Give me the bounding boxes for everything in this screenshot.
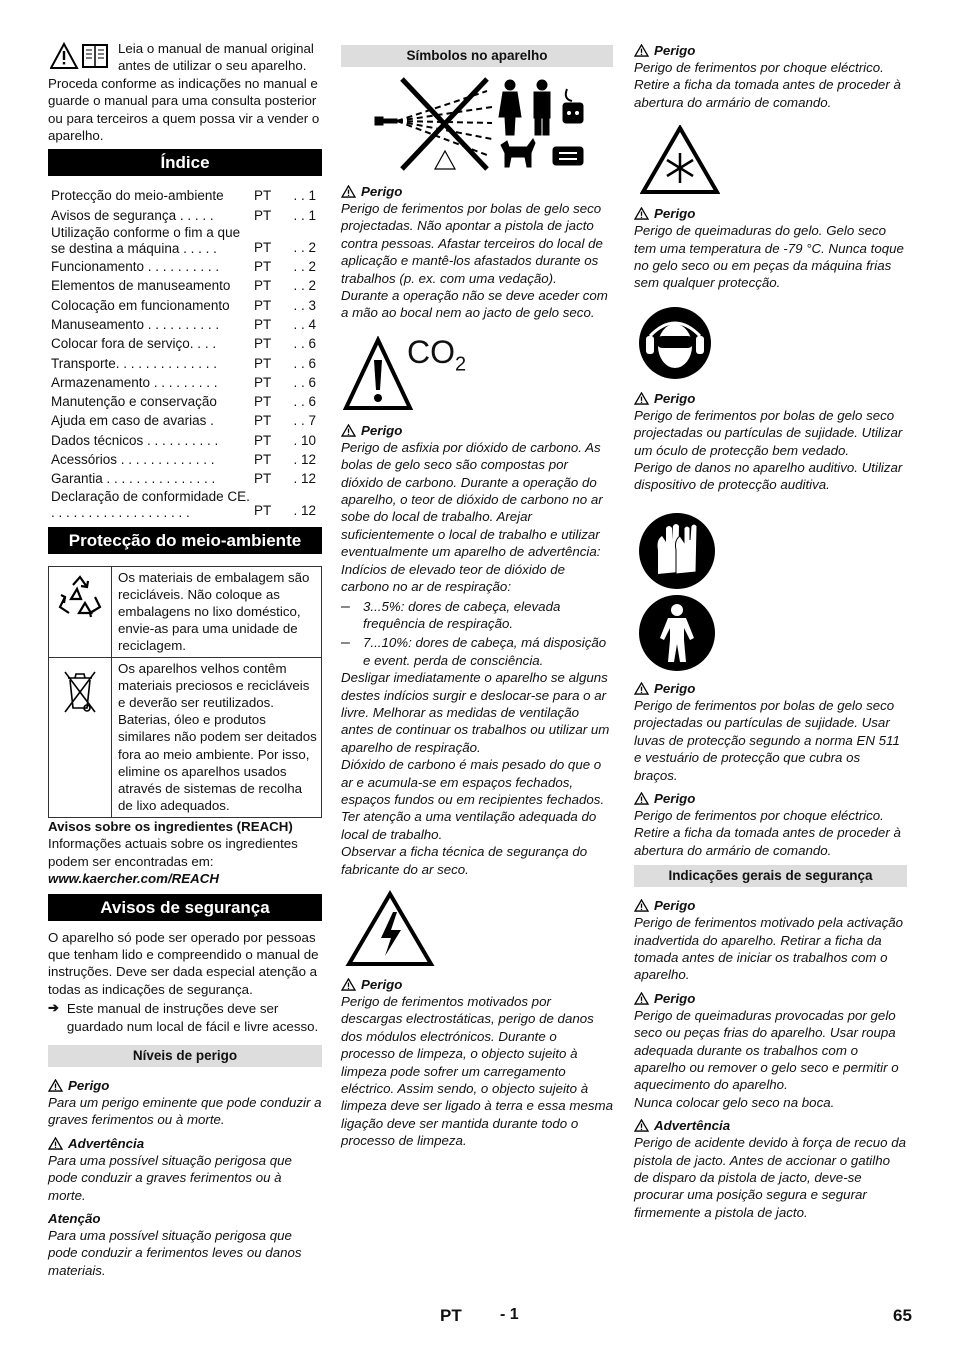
nozzle-access-warning: Durante a operação não se deve aceder com a mão ao bocal nem ao jacto de gelo seco.: [341, 288, 608, 321]
reach-text: Informações actuais sobre os ingredientes podem ser encontradas em:: [48, 836, 298, 869]
toc-entry-lang: PT: [254, 297, 272, 313]
general-warning-icon: [343, 336, 413, 412]
toc-entry[interactable]: [48, 469, 322, 488]
toc-entry[interactable]: [48, 276, 322, 295]
toc-entry[interactable]: [48, 186, 322, 205]
high-voltage-icon: [345, 890, 435, 968]
toc-entry[interactable]: [48, 225, 322, 257]
toc-entry[interactable]: [48, 296, 322, 315]
toc-entry-title: Colocar fora de serviço. . . .: [51, 336, 217, 352]
toc-entry-title: Ajuda em caso de avarias .: [51, 413, 214, 429]
warning-triangle-icon: [634, 899, 649, 912]
footer-page-marker: - 1: [500, 1306, 519, 1323]
toc-entry-page: . . 2: [293, 259, 316, 275]
toc-entry[interactable]: [48, 206, 322, 225]
danger-label: Perigo: [654, 390, 696, 406]
toc-entry-page: . . 6: [293, 355, 316, 371]
accidental-activation-warning: Perigo de ferimentos motivado pela activação inadvertida do aparelho. Retirar a ficha da tomada antes de iniciar os trabalhos com o aparelho.: [634, 915, 904, 983]
datasheet-text: Observar a ficha técnica de segurança do fabricante do ar seco.: [341, 844, 588, 877]
toc-entry-page: . . 6: [293, 394, 316, 410]
warning-triangle-icon: [634, 992, 649, 1005]
co2-symptom-item: – 7...10%: dores de cabeça, má disposição e event. perda de consciência.: [341, 634, 607, 668]
toc-entry-lang: PT: [254, 259, 272, 275]
safety-bullet-text: Este manual de instruções deve ser guardado num local de fácil e livre acesso.: [66, 1001, 319, 1034]
toc-entry-title: Elementos de manuseamento: [51, 278, 231, 294]
toc-entry-lang: PT: [254, 355, 272, 371]
safety-bullet: [48, 1000, 322, 1035]
warning-triangle-icon: [634, 1119, 649, 1132]
recoil-warning: Perigo de acidente devido à força de recuo da pistola de jacto. Antes de accionar o gatilho de disparo da pistola de jacto, deve-se procurar uma posição segura e segurar firmemente a pistola de jacto.: [634, 1135, 907, 1220]
toc-entry-page: . . 7: [293, 413, 316, 429]
warning-triangle-icon: [634, 792, 649, 805]
level-label: Advertência: [68, 1135, 145, 1151]
mouth-warning: Nunca colocar gelo seco na boca.: [634, 1094, 835, 1110]
danger-label: Perigo: [361, 977, 403, 992]
toc-entry-lang: PT: [254, 278, 272, 294]
danger-levels-heading: Níveis de perigo: [48, 1045, 322, 1067]
manual-warning-icon: [50, 42, 112, 72]
column-1: [48, 40, 322, 1279]
level-text: Para uma possível situação perigosa que pode conduzir a ferimentos leves ou danos materiais.: [48, 1228, 302, 1278]
toc-entry-title: Manutenção e conservação: [51, 394, 217, 410]
toc-entry-lang: PT: [254, 452, 272, 467]
toc-entry-lang: PT: [254, 188, 272, 204]
toc-entry-title: Armazenamento . . . . . . . . .: [51, 374, 218, 390]
co2-subscript: 2: [455, 353, 467, 376]
toc-entry[interactable]: [48, 431, 322, 450]
danger-label: Perigo: [654, 206, 696, 222]
toc-entry[interactable]: [48, 315, 322, 334]
toc-entry-title: Acessórios . . . . . . . . . . . . .: [51, 452, 215, 467]
toc-entry[interactable]: [48, 392, 322, 411]
crossed-bin-icon: [55, 664, 105, 720]
danger-label: Perigo: [654, 898, 696, 914]
gloves-icon: [638, 512, 716, 590]
toc-entry-lang: PT: [254, 374, 272, 390]
ventilation-text: Ter atenção a uma ventilação adequada do local de trabalho.: [341, 809, 597, 842]
column-3: [634, 40, 907, 1221]
toc-entry-page: . . 3: [293, 297, 316, 313]
toc-entry-page: . . 4: [293, 316, 316, 332]
danger-level: [48, 1135, 322, 1204]
toc-entry-lang: PT: [254, 471, 272, 487]
toc-entry-title: Transporte. . . . . . . . . . . . . .: [51, 355, 218, 371]
environment-heading: Protecção do meio-ambiente: [48, 527, 322, 554]
old-devices-text: Os aparelhos velhos contêm materiais preciosos e recicláveis e deverão ser reutilizados. Baterias, óleo e produtos similares não podem ser deitados fora ao meio ambiente. Por isso, elimine os aparelhos usados através de sistemas de recolha de lixo adequados.: [112, 658, 322, 818]
warning-triangle-icon: [634, 392, 649, 405]
toc-entry-page: . 12: [293, 503, 316, 519]
safety-heading: Avisos de segurança: [48, 894, 322, 921]
warning-triangle-icon: [341, 424, 356, 437]
electric-shock-warning-2: Perigo de ferimentos por choque eléctrico. Retire a ficha da tomada antes de proceder à abertura do armário de comando.: [634, 807, 901, 858]
danger-label: Perigo: [361, 422, 403, 438]
frostbite-warning: Perigo de queimaduras do gelo. Gelo seco tem uma temperatura de -79 °C. Nunca toque no gelo seco ou em peças da máquina frias sem qualquer protecção.: [634, 223, 904, 291]
toc-entry-lang: PT: [254, 394, 272, 410]
footer-page-number: 65: [893, 1306, 912, 1325]
co2-symptom-item: – 3...5%: dores de cabeça, elevada frequência de respiração.: [341, 597, 561, 631]
footer-language: PT: [440, 1306, 462, 1325]
warning-label: Advertência: [654, 1118, 731, 1134]
warning-triangle-icon: [634, 682, 649, 695]
goggles-ear-protection-icon: [638, 306, 712, 380]
toc-entry-lang: PT: [254, 336, 272, 352]
toc-entry-page: . . 1: [293, 188, 316, 204]
co2-text: CO: [407, 333, 455, 370]
column-2: [341, 40, 613, 1150]
toc-entry[interactable]: [48, 257, 322, 276]
toc-entry-page: . . 6: [293, 336, 316, 352]
protective-suit-icon: [638, 594, 716, 672]
toc-entry-title: Manuseamento . . . . . . . . . .: [51, 316, 220, 332]
toc-entry-page: . 12: [293, 452, 316, 467]
co2-action-text: Desligar imediatamente o aparelho se alguns destes indícios surgir e deslocar-se para o ar livre. Melhorar as medidas de ventilação antes de continuar os trabalhos ou utilizar um aparelho de respiração.: [341, 670, 610, 755]
toc-entry-page: . 12: [293, 471, 316, 487]
toc-entry-page: . . 2: [293, 239, 316, 255]
danger-level: [48, 1210, 322, 1279]
toc-entry-lang: PT: [254, 207, 272, 223]
toc-entry-title: Colocação em funcionamento: [51, 297, 230, 313]
danger-label: Perigo: [361, 184, 403, 199]
burn-warning: Perigo de queimaduras provocadas por gelo seco ou peças frias do aparelho. Usar roupa adequada durante os trabalhos com o aparelho ou remover o gelo seco e permitir o aquecimento do aparelho.: [634, 1007, 899, 1093]
no-spray-at-people-icon: [367, 77, 587, 177]
safety-intro: O aparelho só pode ser operado por pessoas que tenham lido e compreendido o manual de instruções. Deve ser dada especial atenção a todas as indicações de segurança.: [48, 929, 319, 997]
toc-entry-page: . . 1: [293, 207, 316, 223]
toc-entry-lang: PT: [254, 503, 272, 519]
reach-link[interactable]: www.kaercher.com/REACH: [48, 871, 219, 887]
warning-triangle-icon: [48, 1079, 63, 1092]
arrow-icon: ➔: [48, 1000, 59, 1016]
toc-entry-title: Utilização conforme o fim a que se destina a máquina . . . . .: [51, 225, 241, 257]
general-safety-heading: Indicações gerais de segurança: [634, 865, 907, 887]
warning-triangle-icon: [48, 1137, 63, 1150]
toc-entry[interactable]: [48, 354, 322, 373]
co2-heavy-text: Dióxido de carbono é mais pesado do que o ar e acumula-se em espaços fechados, espaços fundos ou em recipientes fechados.: [341, 757, 605, 807]
recycle-icon: [55, 573, 105, 623]
toc-entry-page: . . 6: [293, 374, 316, 390]
toc-entry-title: Declaração de conformidade CE. . . . . . . . . . . . . . . . . . . .: [51, 488, 250, 520]
table-of-contents: [48, 186, 322, 520]
toc-entry-lang: PT: [254, 413, 272, 429]
electrostatic-warning: Perigo de ferimentos motivados por descargas electrostáticas, perigo de danos dos módulos electrónicos. Durante o processo de limpeza, o objecto sujeito à limpeza pode sofrer um carregamento eléctrico. Assim sendo, o objecto sujeito à limpeza deve ser ligado à terra e essa mesma ligação deve ser mantida durante todo o processo de limpeza.: [341, 994, 613, 1149]
electric-shock-warning: Perigo de ferimentos por choque eléctrico. Retire a ficha da tomada antes de proceder à abertura do armário de comando.: [634, 60, 901, 110]
index-heading: Índice: [48, 149, 322, 176]
dry-ice-projectile-warning: Perigo de ferimentos por bolas de gelo seco projectadas. Não apontar a pistola de jacto contra pessoas. Afastar terceiros do local de aplicação e mantê-los afastados durante os trabalhos (p. ex. com uma vedação).: [341, 201, 603, 286]
packaging-recycle-text: Os materiais de embalagem são recicláveis. Não coloque as embalagens no lixo doméstico, envie-as para uma unidade de reciclagem.: [112, 566, 322, 657]
level-text: Para uma possível situação perigosa que pode conduzir a graves ferimentos ou à morte.: [48, 1152, 292, 1203]
environment-row: [49, 658, 322, 818]
toc-entry-title: Dados técnicos . . . . . . . . . .: [51, 432, 219, 448]
warning-triangle-icon: [341, 978, 356, 991]
co2-asphyxia-warning: Perigo de asfixia por dióxido de carbono. As bolas de gelo seco são compostas por dióxido de carbono. Durante a operação do aparelho, o teor de dióxido de carbono no ar sobe do local de trabalho. Arejar suficientemente o local de trabalho e utilizar eventualmente um aparelho de advertência: Indícios de elevado teor de dióxido de carbono no ar de respiração:: [341, 439, 603, 595]
warning-triangle-icon: [341, 185, 356, 198]
environment-table: [48, 566, 322, 818]
toc-entry-page: . . 2: [293, 278, 316, 294]
level-label: Perigo: [68, 1077, 110, 1093]
symbols-heading: Símbolos no aparelho: [341, 45, 613, 67]
toc-entry-title: Garantia . . . . . . . . . . . . . . .: [51, 471, 216, 487]
toc-entry-title: Protecção do meio-ambiente: [51, 188, 224, 204]
danger-level: [48, 1077, 322, 1129]
toc-entry[interactable]: [48, 334, 322, 353]
toc-entry-title: Funcionamento . . . . . . . . . .: [51, 259, 220, 275]
toc-entry[interactable]: [48, 489, 322, 521]
toc-entry[interactable]: [48, 411, 322, 430]
co2-warning-symbol: [341, 334, 613, 414]
level-text: Para um perigo eminente que pode conduzir a graves ferimentos ou à morte.: [48, 1094, 322, 1128]
toc-entry-lang: PT: [254, 316, 272, 332]
warning-triangle-icon: [634, 44, 649, 57]
danger-label: Perigo: [654, 990, 696, 1006]
danger-label: Perigo: [654, 680, 696, 696]
intro: [48, 40, 322, 144]
hearing-protection-warning: Perigo de danos no aparelho auditivo. Utilizar dispositivo de protecção auditiva.: [634, 460, 903, 493]
frost-warning-icon: [640, 125, 720, 195]
level-label: Atenção: [48, 1211, 101, 1226]
toc-entry-title: Avisos de segurança . . . . .: [51, 207, 214, 223]
danger-label: Perigo: [654, 43, 696, 58]
warning-triangle-icon: [634, 207, 649, 220]
reach-title: Avisos sobre os ingredientes (REACH): [48, 818, 293, 834]
toc-entry-lang: PT: [254, 432, 272, 448]
toc-entry-page: . 10: [293, 432, 316, 448]
environment-row: [49, 566, 322, 657]
toc-entry-lang: PT: [254, 239, 272, 255]
intro-text: Leia o manual de manual original antes de utilizar o seu aparelho. Proceda conforme as indicações no manual e guarde o manual para uma consulta posterior ou para terceiros a quem possa vir a vender o aparelho.: [48, 41, 320, 144]
danger-label: Perigo: [654, 790, 696, 806]
gloves-clothing-warning: Perigo de ferimentos por bolas de gelo seco projectadas ou partículas de sujidade. Usar luvas de protecção segundo a norma EN 511 e vestuário de protecção que cubra os braços.: [634, 697, 900, 783]
toc-entry[interactable]: [48, 373, 322, 392]
toc-entry[interactable]: [48, 450, 322, 469]
eye-protection-warning: Perigo de ferimentos por bolas de gelo seco projectadas ou partículas de sujidade. Utilizar um óculo de protecção bem vedado.: [634, 407, 903, 458]
